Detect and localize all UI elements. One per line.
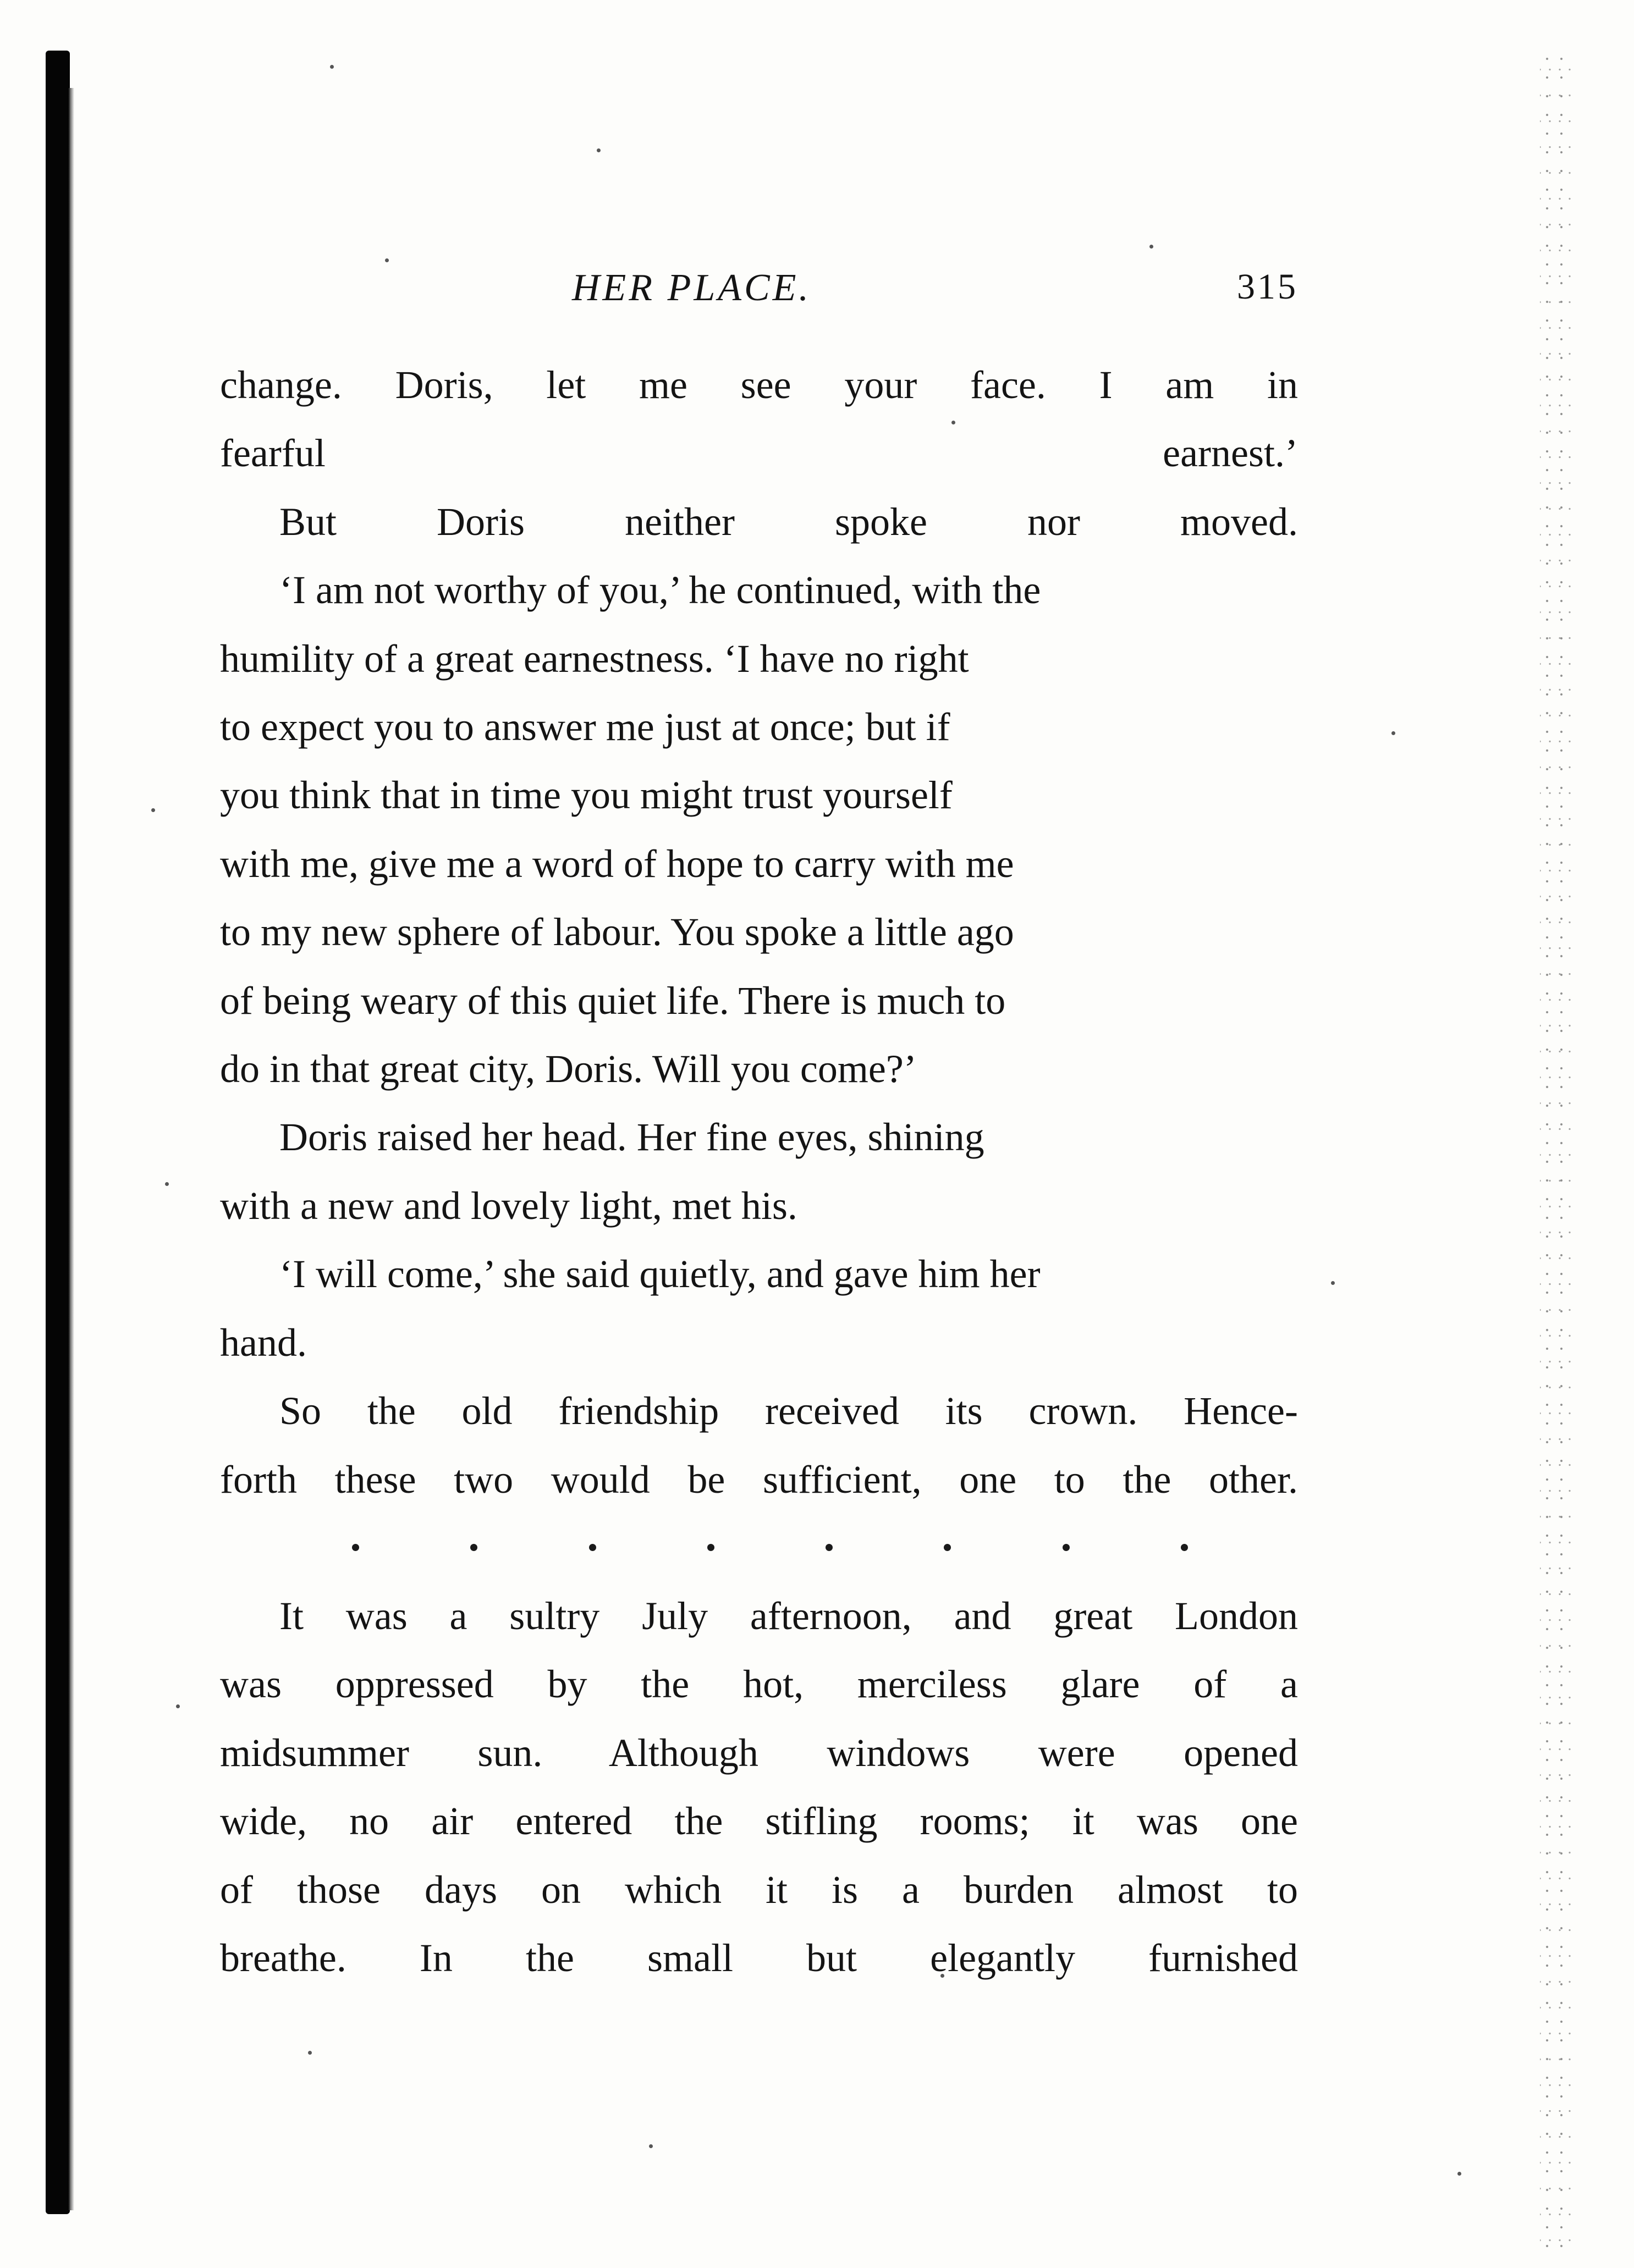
text-line: ‘I will come,’ she said quietly, and gave him her <box>279 1252 1041 1296</box>
text-line: So the old friendship received its crown. Hence- <box>279 1389 1298 1433</box>
text-line: But Doris neither spoke nor moved. <box>279 499 1298 544</box>
text-line: wide, no air entered the stifling rooms; it was one <box>220 1799 1298 1844</box>
text-line: humility of a great earnestness. ‘I have no right <box>220 636 969 681</box>
break-dot <box>1181 1544 1188 1551</box>
text-line: to expect you to answer me just at once; but if <box>220 705 950 749</box>
body-text <box>220 351 1298 1992</box>
text-line: you think that in time you might trust yourself <box>220 773 953 818</box>
break-dot <box>1063 1544 1070 1551</box>
break-dot <box>352 1544 359 1551</box>
break-dot <box>589 1544 596 1551</box>
running-title: HER PLACE. <box>572 267 811 309</box>
text-line: midsummer sun. Although windows were opened <box>220 1730 1298 1775</box>
text-line: of those days on which it is a burden almost to <box>220 1867 1298 1912</box>
text-line: hand. <box>220 1320 307 1365</box>
paragraph <box>220 1103 1298 1240</box>
text-line: Doris raised her head. Her fine eyes, shining <box>279 1115 984 1160</box>
section-break <box>220 1514 1298 1582</box>
binding-shadow <box>46 51 70 2214</box>
break-dot <box>707 1544 714 1551</box>
paragraph <box>220 1240 1298 1377</box>
break-dot <box>944 1544 951 1551</box>
break-dot <box>826 1544 833 1551</box>
text-line: fearful earnest.’ <box>220 431 1298 476</box>
paragraph <box>220 1582 1298 1992</box>
text-line: breathe. In the small but elegantly furnished <box>220 1935 1298 1980</box>
text-line: of being weary of this quiet life. There is much to <box>220 978 1006 1023</box>
page-edge-noise <box>1540 49 1573 2249</box>
text-line: change. Doris, let me see your face. I am in <box>220 363 1298 407</box>
text-line: ‘I am not worthy of you,’ he continued, with the <box>279 568 1041 612</box>
break-dot <box>470 1544 477 1551</box>
paragraph <box>220 488 1298 556</box>
text-line: forth these two would be sufficient, one to the other. <box>220 1457 1298 1502</box>
page-number: 315 <box>1237 267 1298 307</box>
text-line: with me, give me a word of hope to carry with me <box>220 841 1014 886</box>
text-line: to my new sphere of labour. You spoke a little ago <box>220 910 1014 954</box>
running-header <box>220 266 1298 316</box>
paragraph <box>220 556 1298 1103</box>
text-line: was oppressed by the hot, merciless glare of a <box>220 1662 1298 1707</box>
text-line: do in that great city, Doris. Will you come?’ <box>220 1047 917 1091</box>
text-line: It was a sultry July afternoon, and great London <box>279 1593 1298 1638</box>
paragraph <box>220 1377 1298 1514</box>
text-line: with a new and lovely light, met his. <box>220 1183 797 1228</box>
paragraph <box>220 351 1298 488</box>
binding-shadow-fade <box>69 88 74 2210</box>
